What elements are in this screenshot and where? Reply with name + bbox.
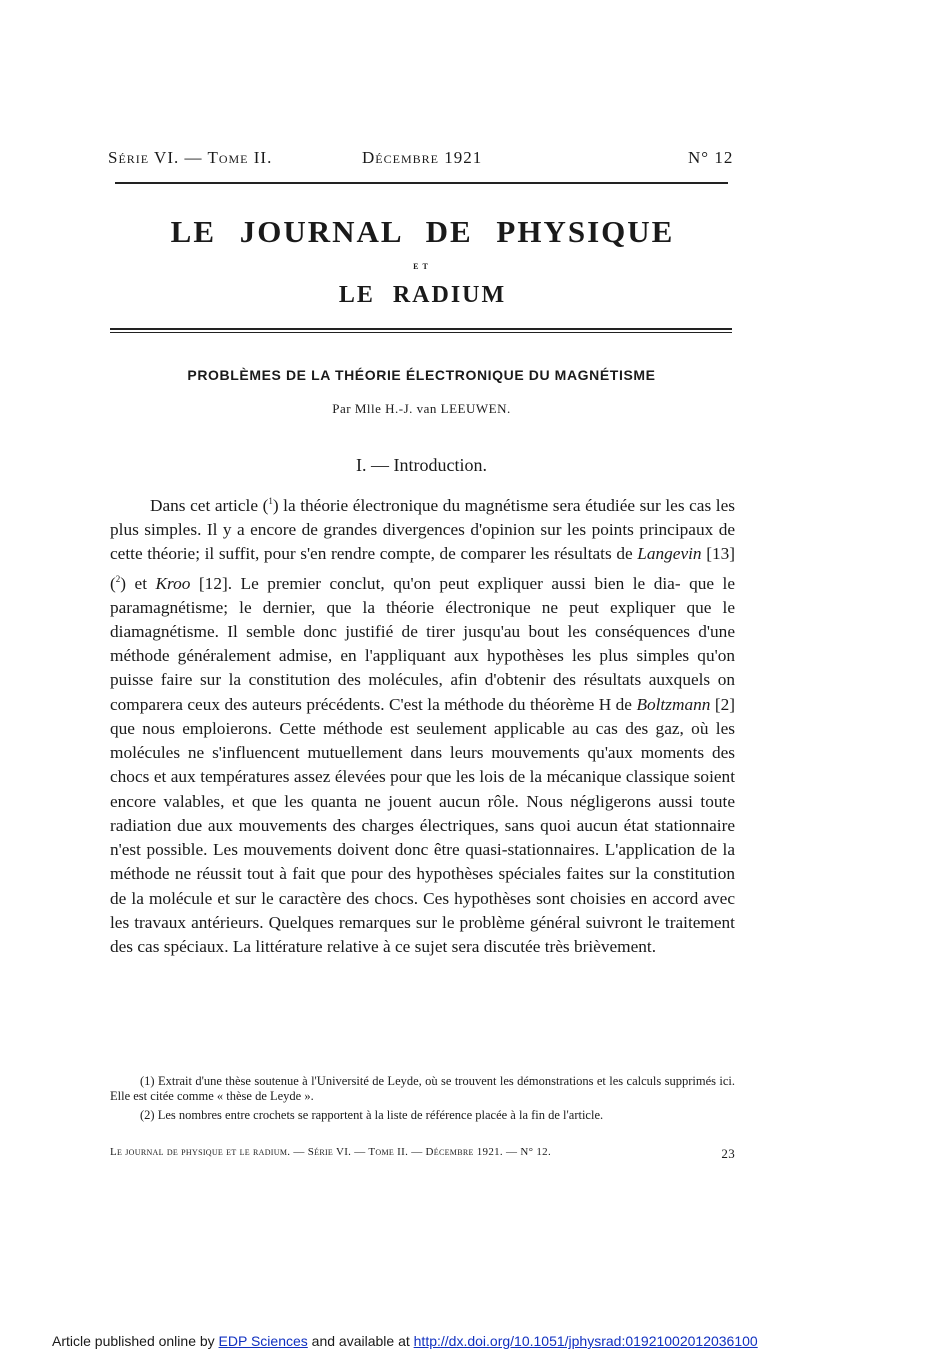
author-name-kroo: Kroo — [155, 573, 191, 593]
body-text: [12]. Le premier conclut, qu'on peut expliquer aussi bien le dia- que le paramagnétisme; le dernier, que la théorie électronique ne peut expliquer que le diamagnétisme. Il semble donc justifié de tirer jusqu'au bout les conséquences d'une méthode généralement admise, en l'appliquant aux hypothèses les plus simples qu'on puisse faire sur la constitution des molécules, afin d'obtenir des résultats auxquels on comparera ceux des auteurs précédents. C'est la méthode du théorème H de — [110, 573, 736, 714]
footnote-2 — [110, 1108, 735, 1123]
section-heading: I. — Introduction. — [356, 455, 487, 475]
footnote-ref-1: 1 — [268, 496, 273, 506]
journal-title-line1: LE JOURNAL DE PHYSIQUE — [170, 214, 675, 249]
footnote-ref-2: 2 — [115, 573, 121, 584]
body-text: [13] ( — [110, 544, 735, 593]
publisher-link[interactable]: EDP Sciences — [218, 1333, 308, 1349]
body-text: ) la théorie électronique du magnétisme sera étudiée sur les cas les plus simples. Il y a encore de grandes divergences d'opinion sur les points principaux de cette théorie; il suffit, pour s'en rendre compte, de comparer les résultats de — [110, 495, 735, 564]
header-series-tome — [108, 148, 272, 168]
body-text: Dans cet article ( — [150, 495, 269, 515]
footnote-1 — [110, 1074, 735, 1104]
banner-middle: and available at — [307, 1333, 414, 1349]
header-rule — [115, 182, 728, 184]
article-author: Mlle H.-J. van LEEUWEN. — [354, 401, 511, 416]
body-text: ) et — [120, 573, 156, 593]
byline-prefix: Par — [332, 401, 352, 416]
page-number: 23 — [721, 1146, 735, 1161]
article-byline — [0, 401, 843, 417]
header-dash: — — [184, 148, 208, 167]
journal-title-et: ET — [413, 262, 432, 271]
footnote-text: Les nombres entre crochets se rapportent à la liste de référence placée à la fin de l'article. — [157, 1108, 604, 1122]
title-rule-thin — [110, 332, 732, 333]
journal-title-line2: LE RADIUM — [338, 282, 507, 308]
body-paragraph — [110, 489, 735, 959]
banner-prefix: Article published online by — [52, 1333, 219, 1349]
header-date: Décembre 1921 — [362, 148, 483, 167]
author-name-boltzmann: Boltzmann — [636, 694, 711, 714]
title-rule-thick — [110, 328, 732, 330]
page-footer-citation: Le journal de physique et le radium. — Série VI. — Tome II. — Décembre 1921. — N° 12. — [110, 1146, 552, 1158]
online-availability-banner — [52, 1333, 758, 1349]
footnote-mark: (2) — [140, 1108, 155, 1122]
header-series: Série VI. — [108, 148, 180, 167]
author-name-langevin: Langevin — [637, 544, 702, 564]
body-text: [2] que nous emploierons. Cette méthode est seulement applicable au cas des gaz, où les molécules ne s'influencent mutuellement dans leurs mouvements qu'aux moments des chocs et aux températures assez élevées pour que les lois de la mécanique classique soient encore valables, et que les quanta ne jouent aucun rôle. Nous négligerons aussi toute radiation due aux mouvements des charges électriques, sans quoi aucun état stationnaire n'est possible. Les mouvements doivent donc être quasi-stationnaires. L'application de la méthode ne réussit tout à fait que pour des hypothèses spéciales faites sur la constitution de la molécule et sur le caractère des chocs. Ces hypothèses sont choisies en accord avec les travaux antérieurs. Quelques remarques sur le problème général suivront le traitement des cas spéciaux. La littérature relative à ce sujet sera discutée très brièvement. — [110, 694, 735, 957]
header-number: N° 12 — [688, 148, 734, 167]
doi-link[interactable]: http://dx.doi.org/10.1051/jphysrad:01921002012036100 — [413, 1333, 758, 1349]
header-tome: Tome II. — [207, 148, 273, 167]
footnote-mark: (1) — [140, 1074, 155, 1088]
article-title: PROBLÈMES DE LA THÉORIE ÉLECTRONIQUE DU MAGNÉTISME — [187, 367, 656, 383]
footnote-text: Extrait d'une thèse soutenue à l'Université de Leyde, où se trouvent les démonstrations et les calculs supprimés ici. Elle est citée comme « thèse de Leyde ». — [110, 1074, 736, 1103]
page-footer — [110, 1146, 735, 1161]
